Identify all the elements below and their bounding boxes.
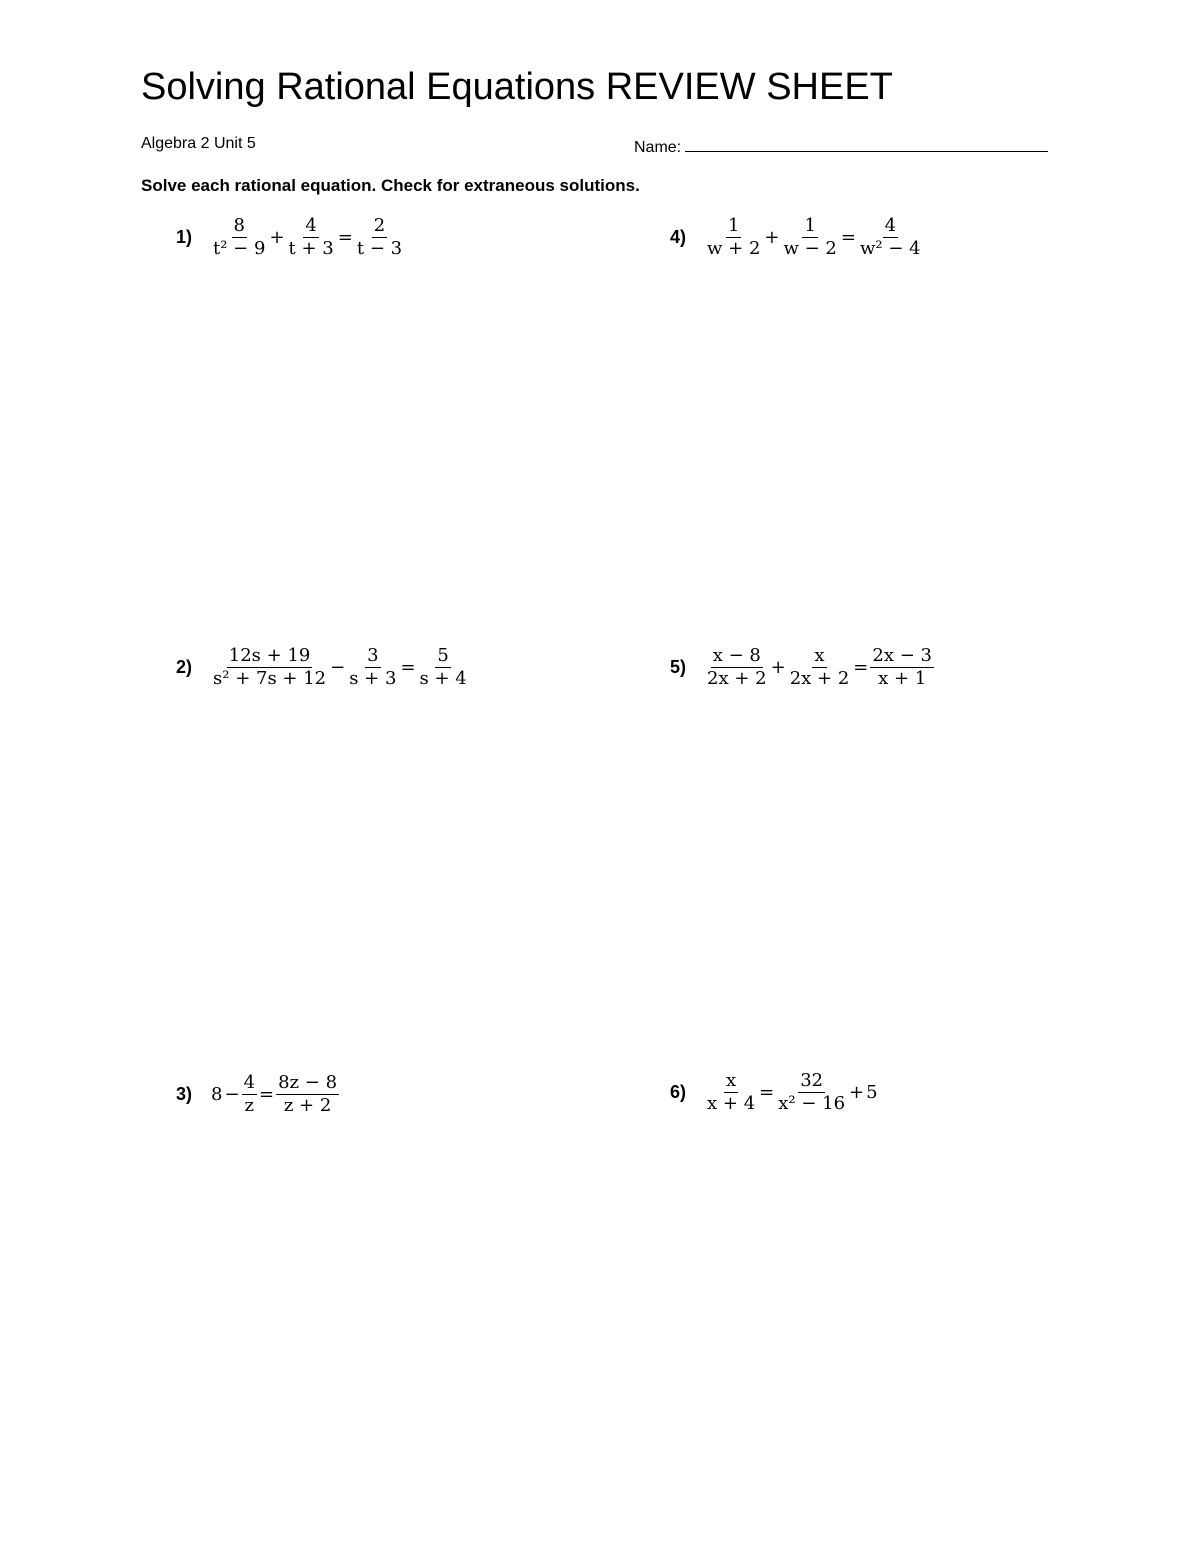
operator: = xyxy=(759,1082,775,1103)
problem-number: 3) xyxy=(176,1084,193,1104)
fraction xyxy=(870,645,934,690)
numerator: x − 8 xyxy=(712,645,761,666)
problem-number: 4) xyxy=(670,227,687,247)
denominator: x + 4 xyxy=(707,1093,756,1114)
operator: = xyxy=(337,227,353,248)
page-title: Solving Rational Equations REVIEW SHEET xyxy=(141,66,893,108)
operator: + xyxy=(770,657,786,678)
numerator: 1 xyxy=(727,215,740,236)
numerator: x xyxy=(814,645,825,666)
fraction xyxy=(705,215,762,260)
fraction xyxy=(347,645,398,690)
denominator: w² − 4 xyxy=(859,238,921,259)
denominator: s² + 7s + 12 xyxy=(213,668,327,689)
numerator: 3 xyxy=(367,645,379,666)
problem-5 xyxy=(670,645,935,690)
instructions: Solve each rational equation. Check for extraneous solutions. xyxy=(141,176,640,195)
operator: = xyxy=(400,657,416,678)
denominator: z xyxy=(244,1095,255,1116)
name-field[interactable] xyxy=(634,135,1048,157)
equation xyxy=(210,215,405,260)
fraction xyxy=(276,1072,339,1117)
numerator: x xyxy=(726,1070,737,1091)
fraction xyxy=(355,215,404,260)
denominator: w + 2 xyxy=(707,238,761,259)
operator: = xyxy=(853,657,869,678)
operator: + xyxy=(849,1082,865,1103)
denominator: x + 1 xyxy=(878,668,927,689)
fraction xyxy=(211,215,267,260)
equation xyxy=(210,645,470,690)
numerator: 4 xyxy=(305,215,317,236)
denominator: t − 3 xyxy=(356,238,403,259)
operator: + xyxy=(269,227,285,248)
denominator: 2x + 2 xyxy=(789,668,850,689)
problem-number: 2) xyxy=(176,657,193,677)
operator: + xyxy=(764,227,780,248)
problem-1 xyxy=(176,215,405,260)
term: 8 xyxy=(211,1084,223,1105)
numerator: 4 xyxy=(884,215,897,236)
numerator: 2x − 3 xyxy=(872,645,932,666)
term: 5 xyxy=(866,1082,878,1103)
problem-6 xyxy=(670,1070,879,1115)
denominator: s + 4 xyxy=(419,668,467,689)
problem-number: 6) xyxy=(670,1082,687,1102)
denominator: x² − 16 xyxy=(778,1093,846,1114)
denominator: t² − 9 xyxy=(213,238,266,259)
fraction xyxy=(287,215,336,260)
numerator: 12s + 19 xyxy=(228,645,311,666)
equation xyxy=(210,1072,340,1117)
operator: − xyxy=(224,1084,240,1105)
fraction xyxy=(211,645,328,690)
name-label: Name: xyxy=(634,139,682,156)
fraction xyxy=(858,215,923,260)
numerator: 4 xyxy=(243,1072,256,1093)
operator: = xyxy=(840,227,856,248)
numerator: 8 xyxy=(233,215,245,236)
numerator: 1 xyxy=(804,215,816,236)
fraction xyxy=(776,1070,847,1115)
problem-4 xyxy=(670,215,924,260)
fraction xyxy=(788,645,852,690)
fraction xyxy=(418,645,469,690)
problem-number: 5) xyxy=(670,657,687,677)
numerator: 5 xyxy=(437,645,449,666)
denominator: 2x + 2 xyxy=(707,668,767,689)
operator: − xyxy=(330,657,346,678)
denominator: t + 3 xyxy=(288,238,334,259)
numerator: 2 xyxy=(373,215,386,236)
numerator: 32 xyxy=(800,1070,824,1091)
problem-2 xyxy=(176,645,470,690)
problem-3 xyxy=(176,1072,340,1117)
name-blank-line[interactable] xyxy=(685,135,1048,152)
equation xyxy=(704,1070,879,1115)
fraction xyxy=(242,1072,257,1117)
course-label: Algebra 2 Unit 5 xyxy=(141,135,256,152)
equation xyxy=(704,645,935,690)
equation xyxy=(704,215,924,260)
fraction xyxy=(705,1070,757,1115)
numerator: 8z − 8 xyxy=(278,1072,338,1093)
denominator: s + 3 xyxy=(349,668,397,689)
fraction xyxy=(705,645,769,690)
fraction xyxy=(782,215,839,260)
operator: = xyxy=(259,1084,275,1105)
denominator: z + 2 xyxy=(283,1095,332,1116)
denominator: w − 2 xyxy=(783,238,837,259)
problem-number: 1) xyxy=(176,227,193,247)
